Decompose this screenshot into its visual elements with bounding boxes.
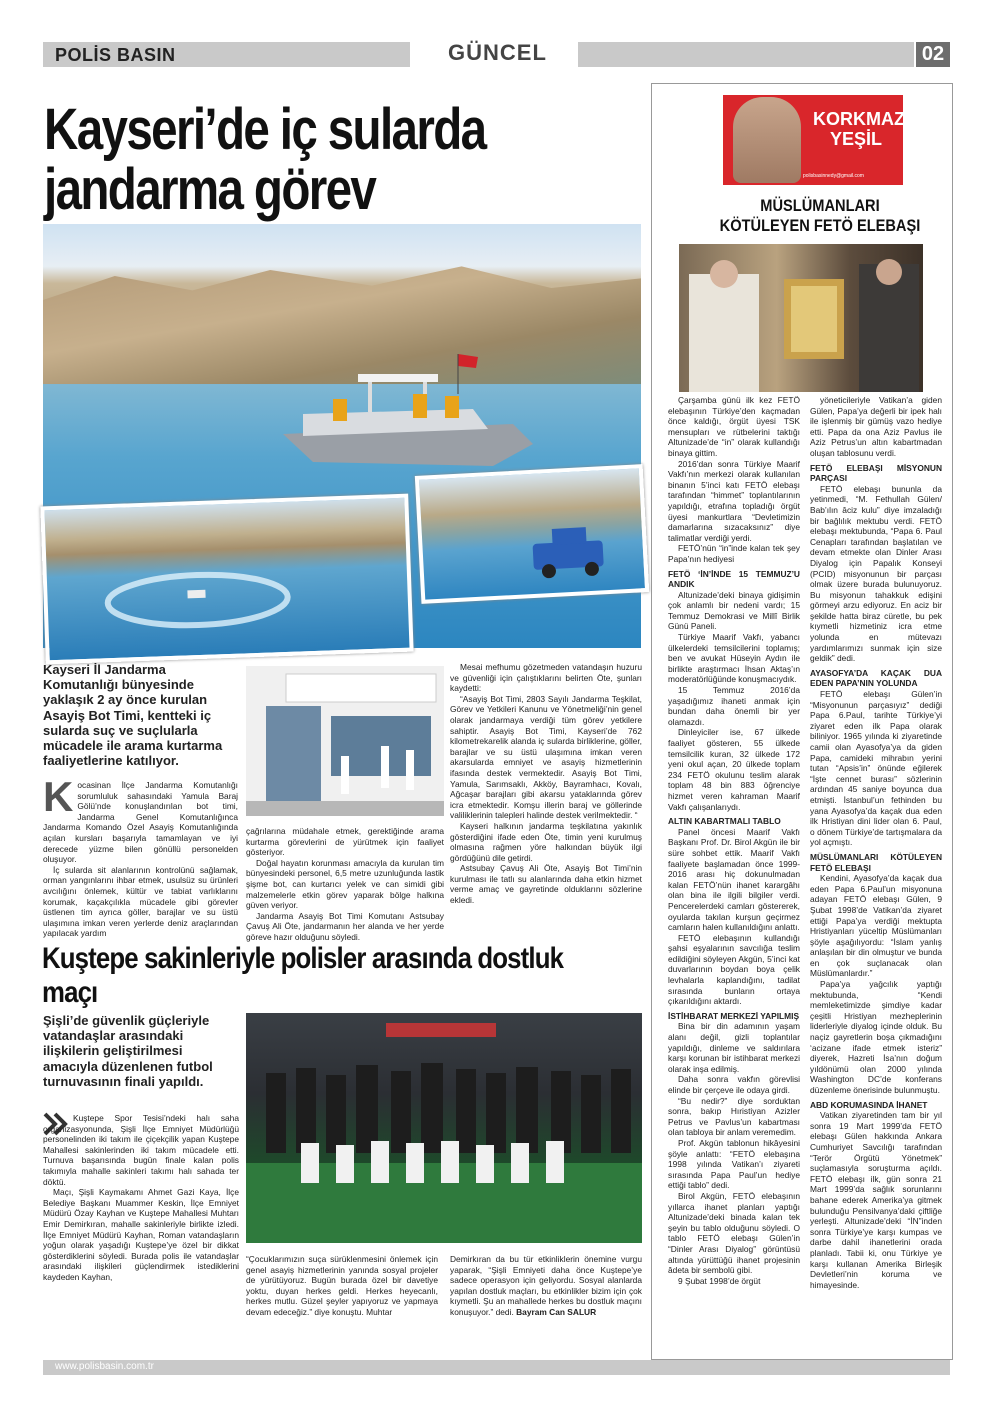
main-col-1: [43, 773, 238, 939]
boat-wake-photo: [40, 494, 413, 665]
jandarma-truck-photo: [415, 464, 649, 604]
section-bar-right: [578, 42, 914, 67]
paragraph: Bina bir din adamının yaşam alanı değil, gizli toplantılar yapıldığı, dinleme ve saldırılara karşı korunan bir istihbarat merkezi olarak inşa edilmiş.: [668, 1021, 800, 1074]
wake-swirl: [44, 498, 409, 660]
paragraph: Panel öncesi Maarif Vakfı Başkanı Prof. Dr. Birol Akgün ile bir süre sohbet ettik. Maarif Vakfı faaliyete başlamadan önce 1999-2016 arası hiç dokunulmadan kalan FETÖ’nün ihanet karargâhı olan bina ile ilgili bilgiler verdi. Pencerelerdeki camları göstererek, oyularda takılan kurşun geçirmez camların halen kullanıldığını anlattı.: [668, 826, 800, 933]
paragraph: FETÖ elebaşının kullandığı şahsi eşyalarının savcılığa teslim edildiğini söyleyen Akgün, 5’inci kat duvarlarının boydan boya çelik levhalarla kaplandığını, tadilat sırasında bunların ortaya çıkarıldığını aktardı.: [668, 932, 800, 1007]
column-text-1: [668, 395, 800, 1286]
site-url: www.polisbasin.com.tr: [55, 1361, 154, 1372]
subheading: ALTIN KABARTMALI TABLO: [668, 816, 781, 827]
column-text-2: [810, 395, 942, 1290]
author-email: polisbasinnedy@gmail.com: [803, 173, 864, 179]
subheading: İSTİHBARAT MERKEZİ YAPILMIŞ: [668, 1010, 800, 1021]
paragraph: Türkiye Maarif Vakfı, yabancı ülkelerdeki temsilcilerini toplamış; ben ve avukat Hüseyin Aydın ile birlikte araştırmacı İhsan Aktaş’ın moderatörlüğünde konuşmacıydık.: [668, 632, 800, 685]
section-label: POLİS BASIN: [55, 45, 176, 65]
main-col-2: [246, 826, 444, 943]
paragraph: FETÖ elebaşı bununla da yetinmedi, “M. Fethullah Gülen/ Bab’ılın âciz kulu” diye imzaladığı bir bağlılık mektubu verdi. FETÖ elebaşı mektubunda, “Papa 6. Paul Cenapları tarafından başlatılan ve devam etmekte olan Dinler Arası Diyalog için Papalık Konseyi (PCID) misyonunun bir parçası olmak üzere burada bulunuyoruz. Bu misyonun tahakkuk edişini görmeyi arzu ediyoruz. En aciz bir şekilde hatta biraz cüretle, bu pek kıymetli hizmetiniz icra etme yolunda en mütevazı yardımlarımızı sunmak için size geldik” dedi.: [810, 483, 942, 664]
paragraph: Daha sonra vakfın görevlisi elinde bir çerçeve ile odaya girdi.: [668, 1074, 800, 1095]
section-title: GÜNCEL: [448, 40, 547, 65]
drop-cap: K: [43, 773, 74, 820]
paragraph: Altunizade’deki binaya gidişimin çok anlamlı bir nedeni vardı; 15 Temmuz Demokrasi ve Millî Birlik Günü Paneli.: [668, 589, 800, 632]
main-lead: Kayseri İl Jandarma Komutanlığı bünyesinde yaklaşık 2 ay önce kurulan Asayiş Bot Timi, kentteki iç sularda suç ve suçlularla mücadele ile arama kurtarma faaliyetlerine katılıyor.: [43, 662, 223, 769]
paragraph: 2016’dan sonra Türkiye Maarif Vakfı’nın merkezi olarak kullanılan binanın 5’inci katı FETÖ elebaşı tarafından “himmet” toplantılarının yapıldığı, etrafına topladığı örgüt üyesi mankurtlara “Devletimizin damarlarına sızacaksınız” diye talimatlar verdiği yerdi.: [668, 458, 800, 543]
second-lead: Şişli’de güvenlik güçleriyle vatandaşlar arasındaki ilişkilerin geliştirilmesi amacıyla düzenlenen futbol turnuvasının finali yapıldı.: [43, 1013, 213, 1089]
paragraph: Doğal hayatın korunması amacıyla da kurulan tim bünyesindeki personel, 6,5 metre uzunluğunda lastik şişme bot, can kurtarıcı yelek ve can simidi gibi malzemelerle etkin görev yaparak bölge halkına güven veriyor.: [246, 857, 444, 911]
jandarma-building-photo: [246, 666, 444, 816]
paragraph: Kayseri halkının jandarma teşkilatına yakınlık gösterdiğini ifade eden Öte, timin yeni kurulmuş olmasına rağmen yöre halkından büyük ilgi gördüğünü dile getirdi.: [450, 820, 642, 863]
paragraph: 15 Temmuz 2016’da yaşadığımız ihaneti anmak için bundan daha önemli bir yer olamazdı.: [668, 685, 800, 727]
paragraph: Astsubay Çavuş Ali Öte, Asayiş Bot Timi’nin kurulması ile tatlı su alanlarında daha etkin hizmet verme amaç ve gayretinde olduklarını sözlerine ekledi.: [450, 863, 642, 906]
author-photo: [733, 97, 801, 183]
paragraph: Vatikan ziyaretinden tam bir yıl sonra 19 Mart 1999’da FETÖ elebaşı Gülen hakkında Ankara Cumhuriyet Savcılığı tarafından “Terör Örgütü Yönetmek” suçlamasıyla soruşturma açıldı. FETÖ elebaşı ilk, gün sonra 21 Mart 1999’da sağlık sorunlarını bahane ederek Amerika’ya gitmek bulunduğu Pensilvanya’daki çiftliğe yerleşti. Altunizade’deki “İN”inden sonra Türkiye’ye karşı kumpas ve darbe dahil ihanetlerini orada planladı. Tabii ki, onu Türkiye ye karşı kullanan Amerika Birleşik Devletleri’nin koruma ve himayesinde.: [810, 1110, 942, 1290]
page-number: 02: [916, 42, 950, 67]
main-col-3: [450, 662, 642, 906]
paragraph: çağrılarına müdahale etmek, gerektiğinde arama kurtarma görevlerini de yürütmek için faaliyet gösteriyor.: [246, 826, 444, 858]
column-title: MÜSLÜMANLARI KÖTÜLEYEN FETÖ ELEBAŞI: [719, 196, 921, 235]
subheading: AYASOFYA’DA KAÇAK DUA EDEN PAPA’NIN YOLUNDA: [810, 667, 942, 689]
building-illustration: [246, 666, 444, 816]
section-bar-left: [43, 42, 410, 67]
second-col-3: [450, 1254, 642, 1318]
paragraph: Maçı, Şişli Kaymakamı Ahmet Gazi Kaya, İlçe Belediye Başkanı Muammer Keskin, İlçe Emniyet Müdürü Özay Kayhan ve Kuştepe Mahallesi Muhtarı Emir Demirkıran, mahalle sakinleriyle birlikte izledi. İlçe Emniyet Müdürü Kayhan, Roman vatandaşların yoğun olarak yaşadığı Kuştepe’ye özel bir dikkat gösterdiklerini söyledi. Burada polis ile vatandaşlar arasındaki ilişkileri güçlendirmek istediklerini kaydeden Kayhan,: [43, 1187, 239, 1282]
subheading: ABD KORUMASINDA İHANET: [810, 1099, 928, 1110]
paragraph: Mesai mefhumu gözetmeden vatandaşın huzuru ve güvenliği için çalıştıklarını belirten Öte, şunları kaydetti:: [450, 662, 642, 694]
author-banner: [723, 95, 903, 185]
truck-illustration: [419, 468, 645, 599]
team-illustration: [246, 1013, 642, 1243]
paragraph: Kendini, Ayasofya’da kaçak dua eden Papa 6.Paul’un misyonuna adayan FETÖ elebaşı Gülen, 9 Şubat 1998’de Vatikan’da ziyaret ettiği Papa’ya verdiği mektupta Hristiyanları yüceltip Müslümanları şöyle aşağılıyordu: “İslam yanlış anlaşılan bir din olmuştur ve bunda en çok suçlanacak olan Müslümanlardır.”: [810, 873, 942, 979]
subheading: FETÖ ELEBAŞI MİSYONUN PARÇASI: [810, 462, 942, 484]
paragraph: FETÖ elebaşı Gülen’in “Misyonunun parçasıyız” dediği Papa 6.Paul, tarihte Türkiye’yi ziyaret eden ilk Papa olarak biliniyor. 1965 yılında ki ziyaretinde camii olan Ayasofya’ya da giden Papa, camideki mihrabın yerini tutan “Apsis’in” önünde eğilerek “İşte cennet burası” sözlerinin ardından 45 saniye boyunca dua etmişti. İstanbul’un fethinden bu yana Ayasofya’da kaçak dua eden ilk Hristiyan dini lider olan 6. Paul, o dönem Türkiye’de tartışmalara da yol açmıştı.: [810, 689, 942, 848]
pope-meeting-photo: [679, 244, 923, 392]
byline: Bayram Can SALUR: [516, 1306, 597, 1317]
paragraph: İç sularda sit alanlarının kontrolünü sağlamak, orman yangınlarını ihbar etmek, usulsüz su ürünleri avcılığını önlemek, kültür ve tabiat varlıklarını korumak, kaçakçılıkla mücadele gibi görevler üstlenen tim ayrıca göller, barajlar ve su üstü ulaşımına imkan veren yerlerde deniz araçlarından yapılacak yardım: [43, 864, 238, 939]
paragraph: 9 Şubat 1998’de örgüt: [678, 1275, 761, 1286]
paragraph: Jandarma Asayiş Bot Timi Komutanı Astsubay Çavuş Ali Öte, jandarmanın her alanda ve her yerde göreve hazır olduğunu söyledi.: [246, 910, 444, 942]
paragraph: yöneticileriyle Vatikan’a giden Gülen, Papa’ya değerli bir ipek halı ile işlenmiş bir gümüş vazo hediye etti. Papa da ona Aziz Pavlus ile Aziz Petrus’un altın kabartmadan oluşan tablosunu verdi.: [810, 395, 942, 458]
paragraph: Papa’ya yağcılık yaptığı mektubunda, “Kendi memleketimizde şimdiye kadar çeşitli Hristiyan mezheplerinin liderleriyle diyalog içinde olduk. Bu naçiz gayretlerin boşa çıkmadığını ‘acizane ifade etmek isteriz” diyerek, Hazreti İsa’nın doğum yıldönümü olan 2000 yılında Washington DC’de konferans düzenleme önerisinde bulunmuştu.: [810, 979, 942, 1095]
paragraph: “Bu nedir?” diye sorduktan sonra, bakıp Hıristiyan Azizler Petrus ve Pavlus’un kabartması olan tabloya bir anlam veremedim.: [668, 1095, 800, 1138]
paragraph: Birol Akgün, FETÖ elebaşının yıllarca ihanet planları yaptığı Altunizade’deki binada kalan tek şeyin bu tablo olduğunu söyledi. O tablo FETÖ elebaşı Gülen’in “Dinler Arası Diyalog” görüntüsü altında yürüttüğü ihanet projesinin âdeta bir sembolü gibi.: [668, 1190, 800, 1276]
main-headline: Kayseri’de iç sularda jandarma görev: [44, 97, 486, 222]
author-name: KORKMAZ YEŞİL: [813, 109, 905, 149]
paragraph: “Çocuklarımızın suça sürüklenmesini önlemek için genel asayiş hizmetlerinin yanında sosyal projeler de yürütüyoruz. Bugün burada özel bir davetiye yoktu, duyan herkes geldi. Herkes heyecanlı, herkes mutlu. Güzel şeyler yapıyoruz ve yapmaya devam edeceğiz.” diye konuştu. Muhtar: [246, 1254, 438, 1317]
paragraph: “Asayiş Bot Timi, 2803 Sayılı Jandarma Teşkilat, Görev ve Yetkileri Kanunu ve Yönetmeliği’nin genel olarak jandarmaya verdiği tüm görev yetkilere sahiptir. Asayiş Bot Timi, Kayseri’de 762 kilometrekarelik alanda iç sularda birliklerine, göller, barajlar ve su üstü ulaşımına imkan veren akarsularda emniyet ve asayiş hizmetlerinin ifasında destek vermektedir. Asayiş Bot Timi, Yamula, Sarımsaklı, Akköy, Bayramhacı, Kovalı, Ağcaşar barajları gibi akarsu yataklarında görev icra etmektedir. Komşu illerin baraj ve göllerinde valiliklerinin talepleri halinde destek verilmektedir. “: [450, 693, 642, 821]
paragraph: Dinleyiciler ise, 67 ülkede faaliyet gösteren, 55 ülkede temsilcilik kuran, 32 ülkede 172 yeni okul açan, 20 ülkede toplam 234 FETÖ okulunu teslim alarak toplam 48 bin 883 öğrenciye hizmet veren kahraman Maarif Vakfı çalışanlarıydı.: [668, 727, 800, 812]
second-headline: Kuştepe sakinleriyle polisler arasında dostluk maçı: [42, 942, 564, 1009]
subheading: FETÖ ‘İN’İNDE 15 TEMMUZ’U ANDIK: [668, 568, 800, 590]
paragraph: Prof. Akgün tablonun hikâyesini şöyle anlattı: “FETÖ elebaşına 1998 yılında Vatikan’ı ziyareti sırasında Papa Paul’un hediye ettiği tablo” dedi.: [668, 1137, 800, 1191]
football-team-photo: [246, 1013, 642, 1243]
paragraph: Çarşamba günü ilk kez FETÖ elebaşının Türkiye’den kaçmadan önce kaldığı, örgüt üyesi TSK mensupları ve rütbelerini taktığı Altunizade’de “in” olarak kullandığı binaya gittim.: [668, 395, 800, 458]
paragraph: FETÖ’nün “in”inde kalan tek şey Papa’nın hediyesi: [668, 543, 800, 564]
footer-bar: [43, 1360, 950, 1375]
meeting-illustration: [679, 244, 923, 392]
subheading: MÜSLÜMANLARI KÖTÜLEYEN FETÖ ELEBAŞI: [810, 851, 942, 873]
paragraph: Demirkıran da bu tür etkinliklerin önemine vurgu yaparak, “Şişli Emniyeti daha önce Kuştepe’ye sadece operasyon için geliyordu. Sosyal alanlarda yapılan dostluk maçları, bu etkinlikler bizim için çok kıymetli. Şu an mahallede herkes bu dostluk maçını konuşuyor.” dedi.: [450, 1254, 642, 1317]
paragraph: ocasinan İlçe Jandarma Komutanlığı sorumluluk sahasındaki Yamula Baraj Gölü’nde konuşlandırılan bot timi, Jandarma Genel Komutanlığınca Jandarma Komando Özel Asayiş Komutanlığında açılan kursları başarıyla tamamlayan ve iyi derecede yüzme bilen gönüllü personelden oluşuyor.: [43, 780, 238, 865]
second-col-2: [246, 1254, 438, 1318]
patrol-boat-illustration: [273, 354, 543, 474]
paragraph: Kuştepe Spor Tesisi’ndeki halı saha organizasyonunda, Şişli İlçe Emniyet Müdürlüğü personelinden iki takım ile çiçekçilik yapan Kuştepe Mahallesi sakinlerinden iki takım mücadele etti. Turnuva başarısında bugün finale kalan polis takımıyla mahalle sakinleri takımı halı sahada ter döktü.: [43, 1113, 239, 1187]
second-col-1: [43, 1113, 239, 1283]
